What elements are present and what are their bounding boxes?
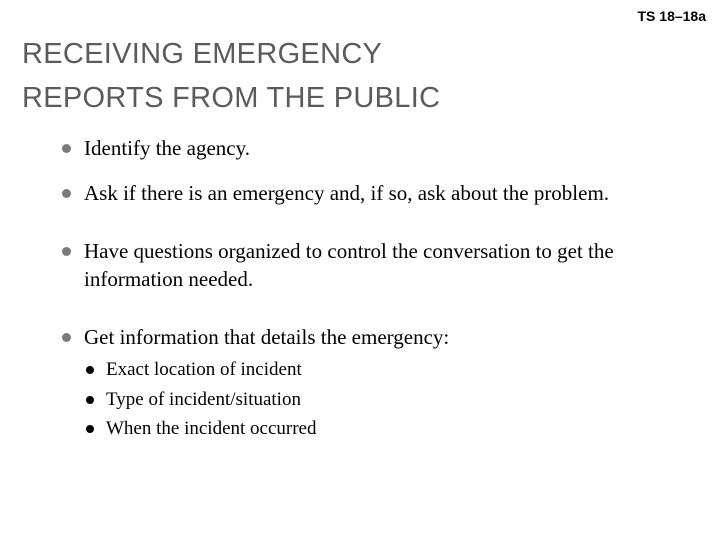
title-line-1: RECEIVING EMERGENCY	[22, 38, 383, 70]
title-line-2: REPORTS FROM THE PUBLIC	[22, 82, 441, 114]
sub-bullet-type: Type of incident/situation	[86, 385, 692, 415]
bullet-identify-agency: Identify the agency.	[62, 134, 692, 162]
sub-bullet-location: Exact location of incident	[86, 355, 692, 385]
bullet-list	[62, 134, 692, 444]
slide-title	[22, 32, 542, 120]
slide-id-label: TS 18–18a	[637, 8, 706, 24]
sub-bullet-time: When the incident occurred	[86, 414, 692, 444]
sub-bullet-list	[84, 355, 692, 444]
bullet-get-information-text: Get information that details the emergency:	[84, 325, 450, 349]
bullet-ask-emergency: Ask if there is an emergency and, if so, ask about the problem.	[62, 179, 692, 207]
bullet-organized-questions: Have questions organized to control the conversation to get the information needed.	[62, 237, 692, 293]
bullet-get-information	[62, 323, 692, 444]
